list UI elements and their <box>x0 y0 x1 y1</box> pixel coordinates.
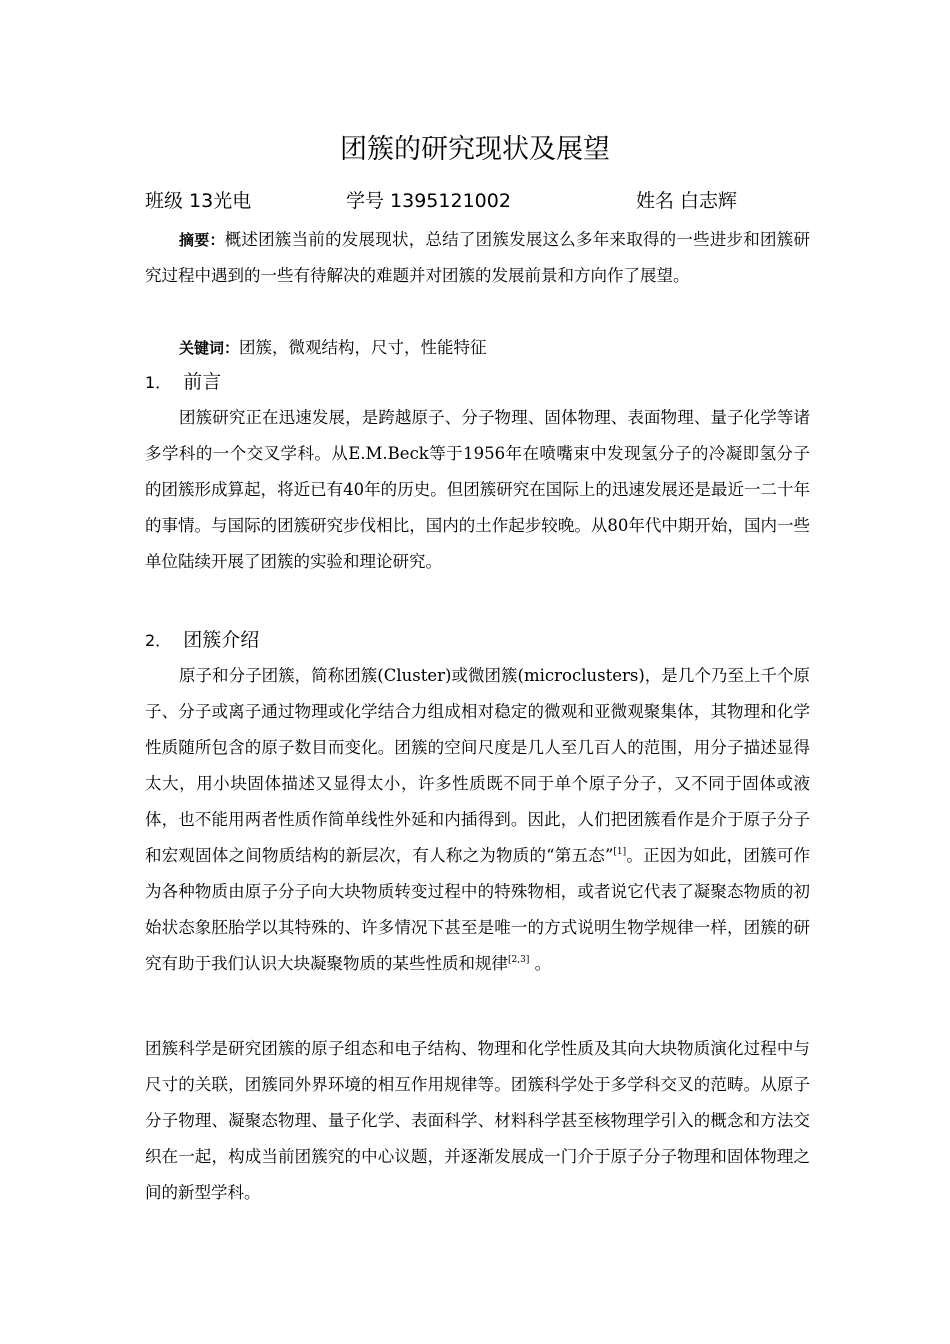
section-title: 团簇介绍 <box>183 629 260 651</box>
abstract-paragraph <box>145 222 810 294</box>
section-heading-cluster-intro <box>145 624 259 657</box>
introduction-paragraph: 团簇研究正在迅速发展，是跨越原子、分子物理、固体物理、表面物理、量子化学等诸多学科的一个交叉学科。从E.M.Beck等于1956年在喷嘴束中发现氢分子的冷凝即氢分子的团簇形成算起，将近已有40年的历史。但团簇研究在国际上的迅速发展还是最近一二十年的事情。与国际的团簇研究步伐相比，国内的土作起步较晚。从80年代中期开始，国内一些单位陆续开展了团簇的实验和理论研究。 <box>145 408 810 571</box>
citation-ref: [2,3] <box>508 955 530 965</box>
section-number: 1． <box>145 373 172 392</box>
cluster-intro-paragraph-1 <box>145 658 810 982</box>
paper-title: 团簇的研究现状及展望 <box>340 134 610 165</box>
abstract-text: 概述团簇当前的发展现状，总结了团簇发展这么多年来取得的一些进步和团簇研究过程中遇到的一些有待解决的难题并对团簇的发展前景和方向作了展望。 <box>145 230 810 285</box>
author-name-field: 姓名 白志辉 <box>636 190 738 212</box>
keywords-label: 关键词： <box>179 339 240 357</box>
author-info-row <box>145 184 825 218</box>
keywords-text: 团簇，微观结构，尺寸，性能特征 <box>239 338 487 357</box>
paragraph-text: 。 <box>529 954 552 973</box>
section-number: 2． <box>145 631 172 650</box>
class-field: 班级 13光电 <box>145 190 252 212</box>
paragraph-text: 原子和分子团簇，简称团簇(Cluster)或微团簇(microclusters)，是几个乃至上千个原子、分子或离子通过物理或化学结合力组成相对稳定的微观和亚微观聚集体，其物理和化学性质随所包含的原子数目而变化。团簇的空间尺度是几人至几百人的范围，用分子描述显得太大，用小块固体描述又显得太小，许多性质既不同于单个原子分子，又不同于固体或液体，也不能用两者性质作简单线性外延和内插得到。因此，人们把团簇看作是介于原子分子和宏观固体之间物质结构的新层次，有人称之为物质的“第五态” <box>145 666 810 865</box>
citation-ref: [1] <box>613 847 627 857</box>
keywords-paragraph <box>145 330 810 366</box>
cluster-intro-paragraph-2: 团簇科学是研究团簇的原子组态和电子结构、物理和化学性质及其向大块物质演化过程中与尺寸的关联，团簇同外界环境的相互作用规律等。团簇科学处于多学科交叉的范畴。从原子分子物理、凝聚态物理、量子化学、表面科学、材料科学甚至核物理学引入的概念和方法交织在一起，构成当前团簇究的中心议题，并逐渐发展成一门介于原子分子物理和固体物理之间的新型学科。 <box>145 1039 810 1202</box>
section-title: 前言 <box>183 371 222 393</box>
section-heading-introduction <box>145 366 221 399</box>
student-id-field: 学号 1395121002 <box>346 190 511 212</box>
abstract-label: 摘要： <box>179 231 225 249</box>
paragraph-text: 。正因为如此，团簇可作为各种物质由原子分子向大块物质转变过程中的特殊物相，或者说它代表了凝聚态物质的初始状态象胚胎学以其特殊的、许多情况下甚至是唯一的方式说明生物学规律一样，团簇的研究有助于我们认识大块凝聚物质的某些性质和规律 <box>145 846 811 973</box>
